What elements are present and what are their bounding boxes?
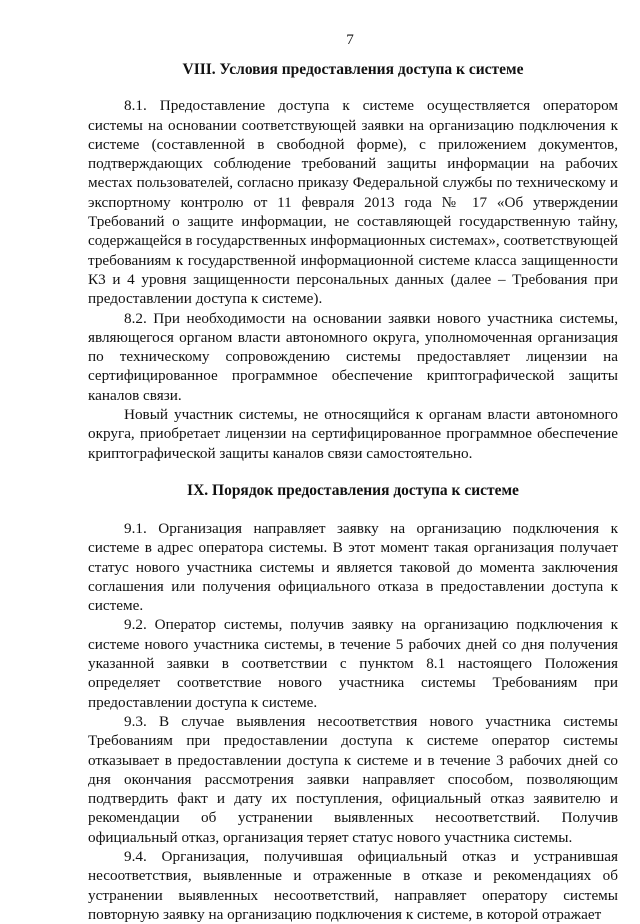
paragraph-8-1: 8.1. Предоставление доступа к системе осуществляется оператором системы на основании соответствующей заявки на организацию подключения к системе (составленной в свободной форме), с приложением документов, подтверждающих соблюдение требований защиты информации на рабочих местах пользователей, согласно приказу Федеральной службы по техническому и экспортному контролю от 11 февраля 2013 года № 17 «Об утверждении Требований о защите информации, не составляющей государственную тайну, содержащейся в государственных информационных системах», соответствующей требованиям к государственной информационной системе класса защищенности К3 и 4 уровня защищенности персональных данных (далее – Требования при предоставлении доступа к системе).: [88, 97, 618, 308]
document-page: [88, 30, 618, 924]
section-9-heading: IX. Порядок предоставления доступа к системе: [187, 481, 519, 499]
page-number: 7: [346, 31, 354, 48]
paragraph-8-3: Новый участник системы, не относящийся к органам власти автономного округа, приобретает лицензии на сертифицированное программное обеспечение криптографической защиты каналов связи самостоятельно.: [88, 406, 618, 462]
paragraph-8-2: 8.2. При необходимости на основании заявки нового участника системы, являющегося органом власти автономного округа, уполномоченная организация по техническому сопровождению системы предоставляет лицензии на сертифицированное программное обеспечение криптографической защиты каналов связи.: [88, 309, 618, 404]
paragraph-9-1: 9.1. Организация направляет заявку на организацию подключения к системе в адрес оператора системы. В этот момент такая организация получает статус нового участника системы и является таковой до момента заключения соглашения или получения официального отказа в предоставлении доступа к системе.: [88, 519, 618, 615]
paragraph-9-3: 9.3. В случае выявления несоответствия нового участника системы Требованиям при предоставлении доступа к системе оператор системы отказывает в предоставлении доступа к системе и в течение 3 рабочих дней со дня окончания рассмотрения заявки направляет способом, позволяющим подтвердить факт и дату их поступления, официальный отказ заявителю и рекомендации об устранении выявленных несоответствий. Получив официальный отказ, организация теряет статус нового участника системы.: [88, 712, 618, 846]
section-8-heading: VIII. Условия предоставления доступа к системе: [182, 61, 524, 79]
paragraph-9-4: 9.4. Организация, получившая официальный отказ и устранившая несоответствия, выявленные и отраженные в отказе и рекомендациях об устранении выявленных несоответствий, направляет оператору системы повторную заявку на организацию подключения к системе, в которой отражает: [88, 847, 618, 923]
paragraph-9-2: 9.2. Оператор системы, получив заявку на организацию подключения к системе нового участника системы, в течение 5 рабочих дней со дня получения указанной заявки в соответствии с пунктом 8.1 настоящего Положения определяет соответствие нового участника системы Требованиям при предоставлении доступа к системе.: [88, 616, 618, 711]
